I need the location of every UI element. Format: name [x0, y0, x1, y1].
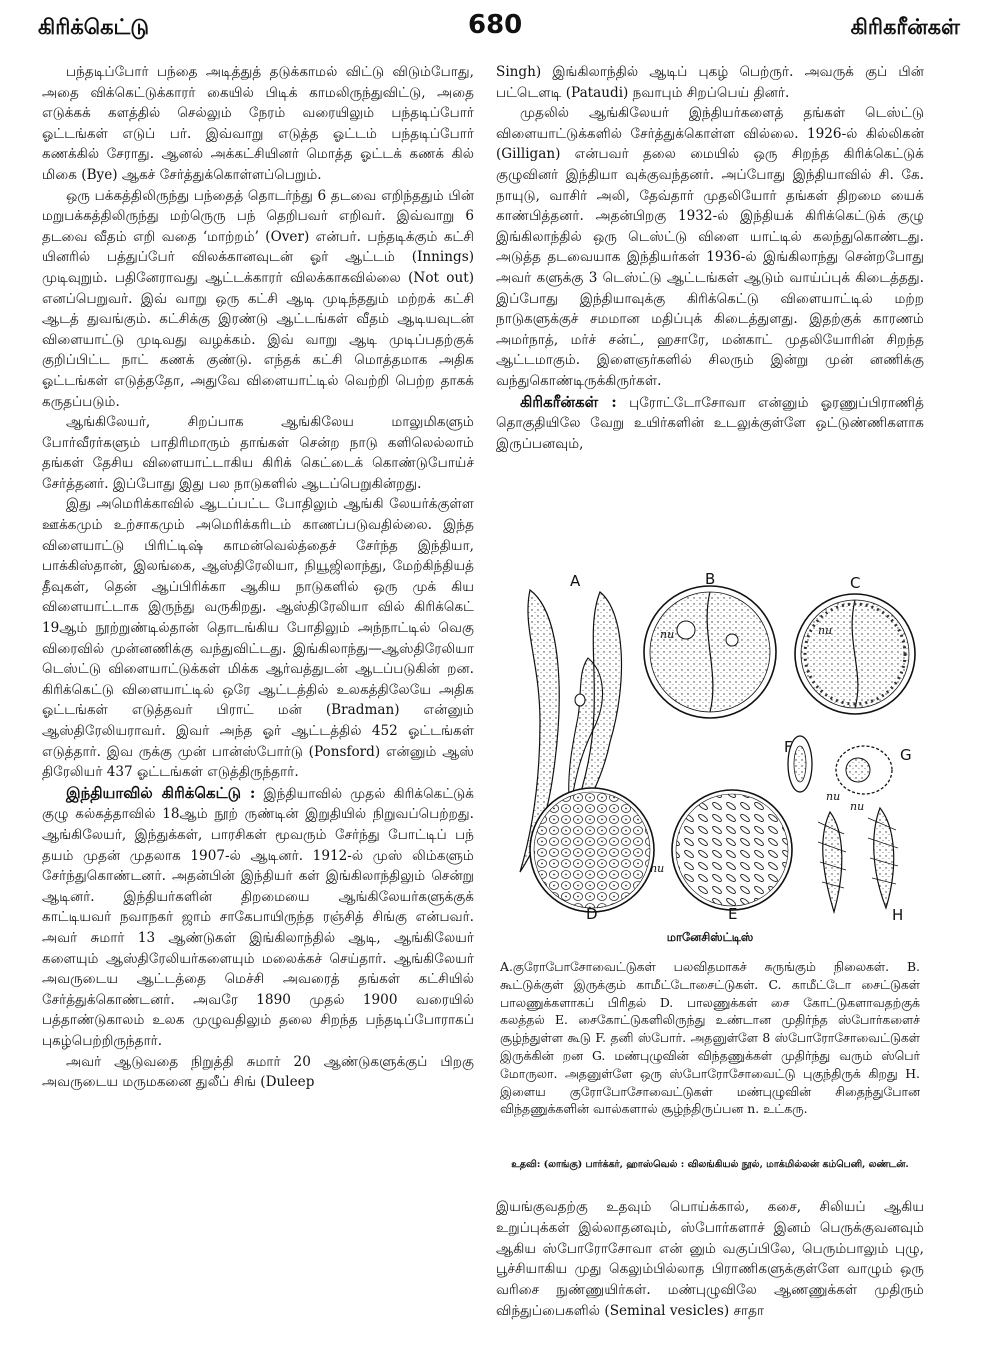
section-paragraph — [496, 392, 924, 455]
monocystis-illustration — [500, 572, 920, 924]
nucleus-label: nu — [850, 800, 865, 813]
running-head-right: கிரிகரீன்கள் — [850, 14, 960, 39]
figure-title: மானேசிஸ்ட்டிஸ் — [666, 930, 754, 944]
nucleus-label: nu — [818, 624, 833, 637]
page-header — [0, 0, 982, 52]
nucleus-label: nu — [650, 862, 665, 875]
label-e: E — [728, 905, 738, 923]
label-d: D — [586, 905, 598, 923]
paragraph: ஒரு பக்கத்திலிருந்து பந்தைத் தொடர்ந்து 6 தடவை எறிந்ததும் பின் மறுபக்கத்திலிருந்து மற்ருெரு பந் தெறிபவர் எறிவர். இவ்வாறு 6 தடவை வீதம் எறி வதை ‘மாற்றம்’ (Over) என்பர். பந்தடிக்கும் கட்சி யினரில் பத்துப்பேர் விலக்கானவுடன் ஓர் ஆட்டம் (Innings) முடிவுறும். பதினேராவது ஆட்டக்காரர் விலக்காகவில்லை (Not out) எனப்பெறுவர். இவ் வாறு ஒரு கட்சி ஆடி முடிந்ததும் மற்றக் கட்சி ஆடத் துவங்கும். கட்சிக்கு இரண்டு ஆட்டங்கள் வீதம் ஆடியவுடன் விளையாட்டு முடிவது வழக்கம். இவ் வாறு ஆடி முடிப்பதற்குக் குறிப்பிட்ட நாட் கணக் குண்டு. எந்தக் கட்சி மொத்தமாக அதிக ஓட்டங்கள் எடுத்ததோ, அதுவே விளையாட்டில் வெற்றி பெற்ற தாகக் கருதப்படும். — [42, 187, 474, 410]
paragraph: அவர் ஆடுவதை நிறுத்தி சுமார் 20 ஆண்டுகளுக்குப் பிறகு அவருடைய மருமகனை துலீப் சிங் (Duleep — [42, 1053, 474, 1091]
paragraph: இது அமெரிக்காவில் ஆடப்பட்ட போதிலும் ஆங்கி லேயர்க்குள்ள ஊக்கமும் உற்சாகமும் அமெரிக்கரிடம் காணப்படுவதில்லை. இந்த விளையாட்டு பிரிட்டிஷ் காமன்வெல்த்தைச் சேர்ந்த இந்தியா, பாக்கிஸ்தான், இலங்கை, ஆஸ்திரேலியா, நியூஜிலாந்து, மேற்கிந்தியத் தீவுகள், தென் ஆப்பிரிக்கா ஆகிய நாடுகளில் ஒரு முக் கிய விளையாட்டாக இருந்து வருகிறது. ஆஸ்திரேலியா வில் கிரிக்கெட் 19ஆம் நூற்றுண்டில்தான் தொடங்கிய போதிலும் அந்நாட்டில் வெகு விரைவில் முன்னணிக்கு வந்துவிட்டது. இங்கிலாந்து—ஆஸ்திரேலியா டெஸ்ட்டு விளையாட்டுக்கள் மிக்க ஆர்வத்துடன் ஆடப்படுகின் றன. கிரிக்கெட்டு விளையாட்டில் ஒரே ஆட்டத்தில் உலகத்திலேயே அதிக ஓட்டங்கள் எடுத்தவர் பிராட் மன் (Bradman) என்னும் ஆஸ்திரேலியராவர். இவர் அந்த ஓர் ஆட்டத்தில் 452 ஓட்டங்கள் எடுத்தார். இவ ருக்கு முன் பான்ஸ்போர்டு (Ponsford) என்னும் ஆஸ் திரேலியர் 437 ஓட்டங்கள் எடுத்திருந்தார். — [42, 496, 474, 781]
section-paragraph — [42, 783, 474, 1052]
figure-b-cyst — [644, 586, 776, 718]
page-number: 680 — [468, 10, 523, 40]
nucleus-label: nu — [826, 790, 841, 803]
paragraph-text: புரோட்டோசோவா என்னும் ஓரணுப்பிராணித் தொகுதியிலே வேறு உயிர்களின் உடலுக்குள்ளே ஒட்டுண்ணிகளாக இருப்பனவும், — [496, 394, 924, 452]
figure-caption: A.குரோபோசோவைட்டுகள் பலவிதமாகச் சுருங்கும் நிலைகள். B. கூட்டுக்குள் இருக்கும் காமீட்டோசைட்டுகள். C. காமீட்டோ சைட்டுகள் பாலணுக்களாகப் பிரிதல் D. பாலணுக்கள் சை கோட்டுகளாவதற்குக் கலத்தல் E. சைகோட்டுகளிலிருந்து உண்டான முதிர்ந்த ஸ்போர்களைச் சூழ்ந்துள்ள கூடு F. தனி ஸ்போர். அதனுள்ளே 8 ஸ்போரோசோவைட்டுகள் இருக்கின் றன G. மண்புழுவின் விந்தணுக்கள் முதிர்ந்து வரும் ஸ்பெர் மோருலா. அதனுள்ளே ஒரு ஸ்போரோசோவைட்டு புகுந்திருக் கிறது H. இளைய குரோபோசோவைட்டுகள் மண்புழுவின் சிதைந்துபோன விந்தணுக்களின் வால்களால் சூழ்ந்திருப்பன n. உட்கரு. — [500, 959, 920, 1117]
right-column-continued — [496, 1197, 924, 1322]
figure-g-spermmorula — [836, 746, 892, 794]
figure-credit: உதவி: (லாங்கு) பார்க்கர், ஹாஸ்வெல் : விலங்கியல் நூல், மாக்மில்லன் கம்பெனி, லண்டன். — [511, 1159, 909, 1170]
nucleus-label: nu — [660, 628, 675, 641]
running-head-left: கிரிக்கெட்டு — [38, 14, 149, 39]
paragraph: முதலில் ஆங்கிலேயர் இந்தியர்களைத் தங்கள் டெஸ்ட்டு விளையாட்டுக்களில் சேர்த்துக்கொள்ள வில்லை. 1926-ல் கில்லிகன் (Gilligan) என்பவர் தலை மையில் ஒரு சிறந்த கிரிக்கெட்டுக் குழுவினர் இந்தியா வுக்குவந்தனர். அப்போது இந்தியாவில் சி. கே. நாயுடு, வாசிர் அலி, தேவ்தார் முதலியோர் தங்கள் திறமை யைக் காண்பித்தனர். அதன்பிறகு 1932-ல் இந்தியக் கிரிக்கெட்டுக் குழு இங்கிலாந்தில் ஒரு டெஸ்ட்டு விளை யாட்டில் கலந்துகொண்டது. அடுத்த தடவையாக இந்தியர்கள் 1936-ல் இங்கிலாந்து சென்றபோது அவர் களுக்கு 3 டெஸ்ட்டு ஆட்டங்கள் ஆடும் வாய்ப்புக் கிடைத்தது. இப்போது இந்தியாவுக்கு கிரிக்கெட்டு விளையாட்டில் மற்ற நாடுகளுக்குச் சமமான மதிப்புக் கிடைத்துளது. இதற்குக் காரணம் அமர்நாத், மர்ச் சன்ட், ஹசாரே, மன்காட் முதலியோரின் சிறந்த ஆட்டமாகும். இளைஞர்களில் சிலரும் இன்று முன் னணிக்கு வந்துகொண்டிருக்கிருர்கள். — [496, 105, 924, 389]
section-heading: இந்தியாவில் கிரிக்கெட்டு : — [66, 783, 256, 802]
label-b: B — [705, 572, 716, 588]
right-column — [496, 62, 924, 454]
paragraph: Singh) இங்கிலாந்தில் ஆடிப் புகழ் பெற்ருர். அவருக் குப் பின் பட்டௌடி (Pataudi) நவாபும் சிறப்பெய் தினர். — [496, 64, 924, 101]
label-a: A — [570, 572, 581, 590]
paragraph-text: இந்தியாவில் முதல் கிரிக்கெட்டுக் குழு கல்கத்தாவில் 18ஆம் நூற் ருண்டின் இறுதியில் நிறுவப்பெற்றது. ஆங்கிலேயர், இந்துக்கள், பாரசிகள் மூவரும் சேர்ந்து போட்டிப் பந் தயம் முதன் முதலாக 1907-ல் ஆடினர். 1912-ல் முஸ் லிம்களும் சேர்ந்துகொண்டனர். அதன்பின் இந்தியர் கள் இங்கிலாந்திலும் சென்று ஆடினர். இந்தியர்களின் திறமையை ஆங்கிலேயர்களுக்குக் காட்டியவர் நவாநகர் ஜாம் சாகேபாயிருந்த ரஞ்சித் சிங்கு என்பவர். அவர் சுமார் 13 ஆண்டுகள் இங்கிலாந்தில் ஆடி, ஆங்கிலேயர் களையும் ஆஸ்திரேலியர்களையும் மலைக்கச் செய்தார். ஆங்கிலேயர் அவருடைய ஆட்டத்தை மெச்சி அவரைத் தங்கள் கட்சியில் சேர்த்துக்கொண்டனர். அவரே 1890 முதல் 1900 வரையில் பத்தாண்டுகாலம் உலக முழுவதிலும் தலை சிறந்த பந்தடிப்போராகப் புகழ்பெற்றிருந்தார். — [42, 785, 474, 1049]
figure-d-zygotes — [530, 788, 654, 912]
section-heading: கிரிகரீன்கள் : — [520, 392, 617, 411]
paragraph: இயங்குவதற்கு உதவும் பொய்க்கால், கசை, சிலியப் ஆகிய உறுப்புக்கள் இல்லாதனவும், ஸ்போர்களாச் இனம் பெருக்குவனவும் ஆகிய ஸ்போரோசோவா என் னும் வகுப்பிலே, பெரும்பாலும் புழு, பூச்சியாகிய முது கெலும்பில்லாத பிராணிகளுக்குள்ளே வாழும் ஒரு வரிசை நுண்ணுயிர்கள். மண்புழுவிலே ஆணணுக்கள் முதிரும் விந்துப்பைகளில் (Seminal vesicles) சாதா — [496, 1199, 924, 1319]
left-column — [42, 62, 474, 1093]
label-f: F — [784, 738, 793, 756]
figure-c-gametocytes — [795, 594, 915, 714]
label-g: G — [900, 746, 912, 764]
label-h: H — [892, 906, 904, 924]
label-c: C — [850, 574, 861, 592]
paragraph: ஆங்கிலேயர், சிறப்பாக ஆங்கிலேய மாலுமிகளும் போர்வீரர்களும் பாதிரிமாரும் தாங்கள் சென்ற நாடு களிலெல்லாம் தங்கள் தேசிய விளையாட்டாகிய கிரிக் கெட்டைக் கொண்டுபோய்ச் சேர்த்தனர். இப்போது இது பல நாடுகளில் ஆடப்பெறுகின்றது. — [42, 414, 474, 492]
figure-h-trophozoites — [818, 808, 898, 912]
figure-e-spore-cyst — [672, 790, 792, 910]
paragraph: பந்தடிப்போர் பந்தை அடித்துத் தடுக்காமல் விட்டு விடும்போது, அதை விக்கெட்டுக்காரர் கையில் பிடிக் காமலிருந்துவிட்டு, அதை எடுக்கக் களத்தில் செல்லும் நேரம் வரையிலும் பந்தடிப்போர் ஓட்டங்கள் எடுப் பர். இவ்வாறு எடுத்த ஓட்டம் பந்தடிப்போர் கணக்கில் சேராது. ஆனல் அக்கட்சியினர் மொத்த ஓட்டக் கணக் கில் மிகை (Bye) ஆகச் சேர்த்துக்கொள்ளப்பெறும். — [42, 64, 474, 183]
